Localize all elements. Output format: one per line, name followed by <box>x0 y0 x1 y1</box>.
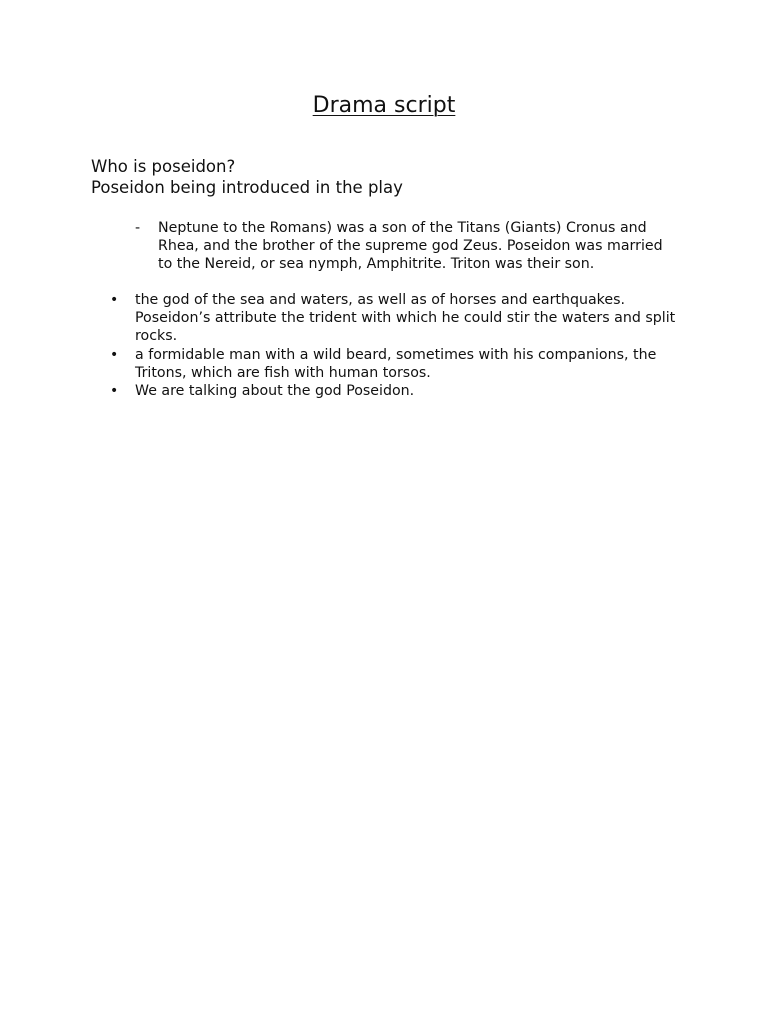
bullet-item-text: a formidable man with a wild beard, sometimes with his companions, the Tritons, which are fish with human torsos. <box>135 346 657 381</box>
bullet-marker: • <box>110 346 119 363</box>
subheading-line: Poseidon being introduced in the play <box>91 178 403 197</box>
dash-marker: - <box>135 220 141 236</box>
bullet-list <box>110 291 690 400</box>
document-title: Drama script <box>312 93 456 118</box>
bullet-marker: • <box>110 383 119 400</box>
bullet-item-text: We are talking about the god Poseidon. <box>135 383 415 400</box>
bullet-item <box>110 346 690 382</box>
bullet-item-text: the god of the sea and waters, as well as of horses and earthquakes. Poseidon’s attribute the trident with which he could stir the waters and split rocks. <box>135 292 676 345</box>
dash-item-text: Neptune to the Romans) was a son of the Titans (Giants) Cronus and Rhea, and the brother of the supreme god Zeus. Poseidon was married to the Nereid, or sea nymph, Amphitrite. Triton was their son. <box>158 220 663 273</box>
question-line: Who is poseidon? <box>91 157 236 176</box>
bullet-item <box>110 291 690 346</box>
bullet-marker: • <box>110 292 119 308</box>
bullet-item <box>110 382 690 400</box>
